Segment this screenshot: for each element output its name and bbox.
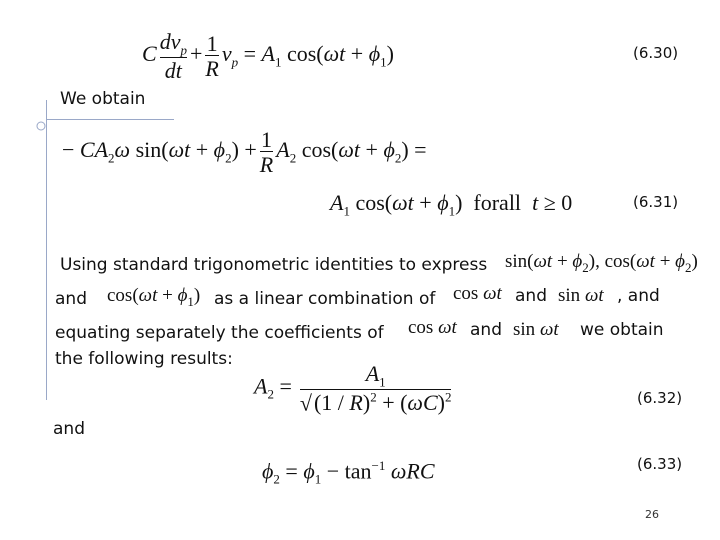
inline-cos-phi1: $\cos(\omega t + \phi_1)$	[107, 285, 201, 309]
equation-number-6-31: (6.31)	[633, 193, 679, 211]
and-left-text: and	[53, 419, 85, 439]
paragraph-line-3: equating separately the coefficients of	[55, 323, 384, 343]
paragraph-line-3-and: and	[470, 320, 502, 340]
crosshair-mark	[34, 119, 48, 133]
paragraph-line-2-and: and	[55, 289, 87, 309]
paragraph-line-2-mid: as a linear combination of	[214, 289, 436, 309]
paragraph-line-1: Using standard trigonometric identities to express	[60, 255, 488, 275]
page-number: 26	[645, 508, 659, 521]
paragraph-line-4: the following results:	[55, 349, 233, 369]
vertical-rule	[46, 100, 47, 400]
inline-sin-wt-2: sin ωt	[513, 319, 559, 340]
equation-6-33: $\phi_2 = \phi_1 - \tan^{-1} \omega RC$	[262, 458, 435, 487]
inline-cos-wt-2: cos ωt	[408, 317, 457, 338]
equation-number-6-32: (6.32)	[637, 389, 683, 407]
equation-6-32: $A_2$ = $\frac{A_1}{√(1 / R)^2 + (\omega C)^2}$	[254, 361, 452, 416]
horizontal-rule	[46, 119, 174, 120]
forall-word: forall	[473, 190, 522, 215]
paragraph-line-3-end: we obtain	[580, 320, 664, 340]
equation-6-31-line1: − $CA_2\omega$ $\sin(\omega t + \phi_2)$ + $\frac{1}{R}$ $A_2$ $\cos(\omega t + \phi_2)$ =	[62, 127, 427, 178]
equation-number-6-30: (6.30)	[633, 44, 679, 62]
inline-cos-wt: cos ωt	[453, 283, 502, 304]
paragraph-line-2-and2: and	[515, 286, 547, 306]
equation-6-30: C $\frac{dv_p}{dt}$ + $\frac{1}{R}$ $v_p = A_1$ $\cos(\omega t + \phi_1)$	[142, 29, 394, 84]
equation-6-31-line2: $A_1$ $\cos(\omega t + \phi_1)$ forall t ≥ 0	[330, 190, 573, 219]
inline-sin-wt: sin ωt	[558, 285, 604, 306]
we-obtain-text: We obtain	[60, 89, 146, 109]
equation-number-6-33: (6.33)	[637, 455, 683, 473]
inline-sin-cos-phi2: $\sin(\omega t + \phi_2)$, $\cos(\omega t + \phi_2)$	[505, 251, 698, 275]
paragraph-line-2-end: , and	[617, 286, 660, 306]
